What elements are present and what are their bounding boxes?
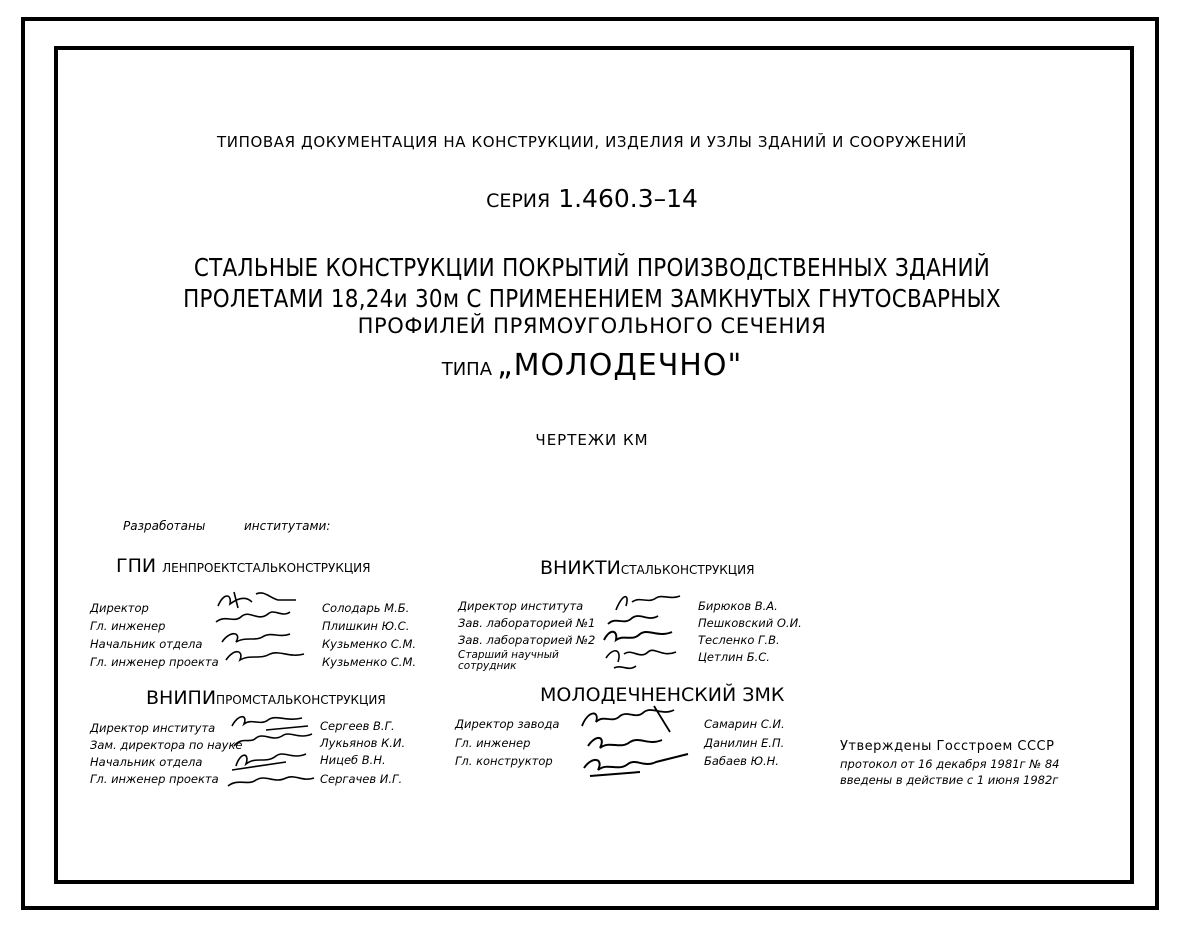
zmk-name-1: Самарин С.И. (704, 717, 785, 731)
type-prefix: ТИПА (441, 359, 493, 380)
gpi-role-3: Начальник отдела (90, 637, 203, 651)
zmk-name-3: Бабаев Ю.Н. (704, 754, 779, 768)
vnipi-signatures (226, 708, 322, 792)
series-number: 1.460.3–14 (558, 184, 698, 213)
zmk-role-3: Гл. конструктор (455, 754, 553, 768)
document-header: ТИПОВАЯ ДОКУМЕНТАЦИЯ НА КОНСТРУКЦИИ, ИЗДЕЛИЯ И УЗЛЫ ЗДАНИЙ И СООРУЖЕНИЙ (217, 133, 967, 151)
title-line-3: ПРОФИЛЕЙ ПРЯМОУГОЛЬНОГО СЕЧЕНИЯ (357, 314, 827, 338)
org-gpi-title (116, 555, 370, 577)
vnipi-name-1: Сергеев В.Г. (320, 719, 395, 733)
approval-line-2: протокол от 16 декабря 1981г № 84 (840, 757, 1060, 771)
title-line-2: ПРОЛЕТАМИ 18,24и 30м С ПРИМЕНЕНИЕМ ЗАМКНУТЫХ ГНУТОСВАРНЫХ (183, 284, 1001, 313)
gpi-name-4: Кузьменко С.М. (322, 655, 417, 669)
vnipi-role-2: Зам. директора по науке (90, 738, 243, 752)
developed-by-label-2: институтами: (244, 519, 331, 533)
zmk-signatures (570, 702, 704, 782)
type-name: „МОЛОДЕЧНО" (497, 348, 743, 383)
org-vnipi-title (146, 687, 386, 709)
vnikti-role-1: Директор института (458, 599, 584, 613)
vnipi-role-3: Начальник отдела (90, 755, 203, 769)
org-vnikti-title (540, 557, 754, 579)
zmk-role-1: Директор завода (455, 717, 560, 731)
org-vnipi-name-big: ВНИПИ (146, 687, 217, 709)
zmk-role-2: Гл. инженер (455, 736, 531, 750)
org-zmk-title: МОЛОДЕЧНЕНСКИЙ ЗМК (540, 684, 785, 706)
drawings-label: ЧЕРТЕЖИ КМ (535, 431, 649, 449)
gpi-role-4: Гл. инженер проекта (90, 655, 219, 669)
vnipi-name-3: Ницеб В.Н. (320, 753, 386, 767)
gpi-role-2: Гл. инженер (90, 619, 166, 633)
gpi-name-3: Кузьменко С.М. (322, 637, 417, 651)
gpi-signatures (212, 588, 322, 670)
org-vnikti-name-big: ВНИКТИ (540, 557, 621, 579)
gpi-role-1: Директор (90, 601, 149, 615)
vnikti-name-1: Бирюков В.А. (698, 599, 778, 613)
vnipi-name-2: Лукьянов К.И. (320, 736, 406, 750)
gpi-name-1: Солодарь М.Б. (322, 601, 410, 615)
series-line (0, 184, 1184, 213)
title-line-1: СТАЛЬНЫЕ КОНСТРУКЦИИ ПОКРЫТИЙ ПРОИЗВОДСТВЕННЫХ ЗДАНИЙ (193, 253, 991, 282)
type-line (0, 348, 1184, 383)
org-vnikti-name-small: СТАЛЬКОНСТРУКЦИЯ (620, 563, 755, 577)
org-vnipi-name-small: ПРОМСТАЛЬКОНСТРУКЦИЯ (216, 693, 386, 707)
vnipi-role-4: Гл. инженер проекта (90, 772, 219, 786)
gpi-name-2: Плишкин Ю.С. (322, 619, 410, 633)
approval-line-3: введены в действие с 1 июня 1982г (840, 773, 1059, 787)
vnipi-role-1: Директор института (90, 721, 216, 735)
vnikti-signatures (596, 588, 696, 680)
series-label: СЕРИЯ (486, 190, 551, 212)
vnikti-name-3: Тесленко Г.В. (698, 633, 780, 647)
developed-by-label: Разработаны (123, 519, 206, 533)
vnikti-role-2: Зав. лабораторией №1 (458, 616, 596, 630)
org-gpi-name-big: ГПИ (116, 555, 157, 577)
approval-line-1: Утверждены Госстроем СССР (840, 739, 1055, 754)
vnikti-role-4: Старший научный сотрудник (458, 649, 559, 672)
zmk-name-2: Данилин Е.П. (704, 736, 785, 750)
vnikti-name-2: Пешковский О.И. (698, 616, 802, 630)
vnikti-name-4: Цетлин Б.С. (698, 650, 770, 664)
vnipi-name-4: Сергачев И.Г. (320, 772, 403, 786)
org-gpi-name-small: ЛЕНПРОЕКТСТАЛЬКОНСТРУКЦИЯ (162, 561, 371, 575)
vnikti-role-3: Зав. лабораторией №2 (458, 633, 596, 647)
